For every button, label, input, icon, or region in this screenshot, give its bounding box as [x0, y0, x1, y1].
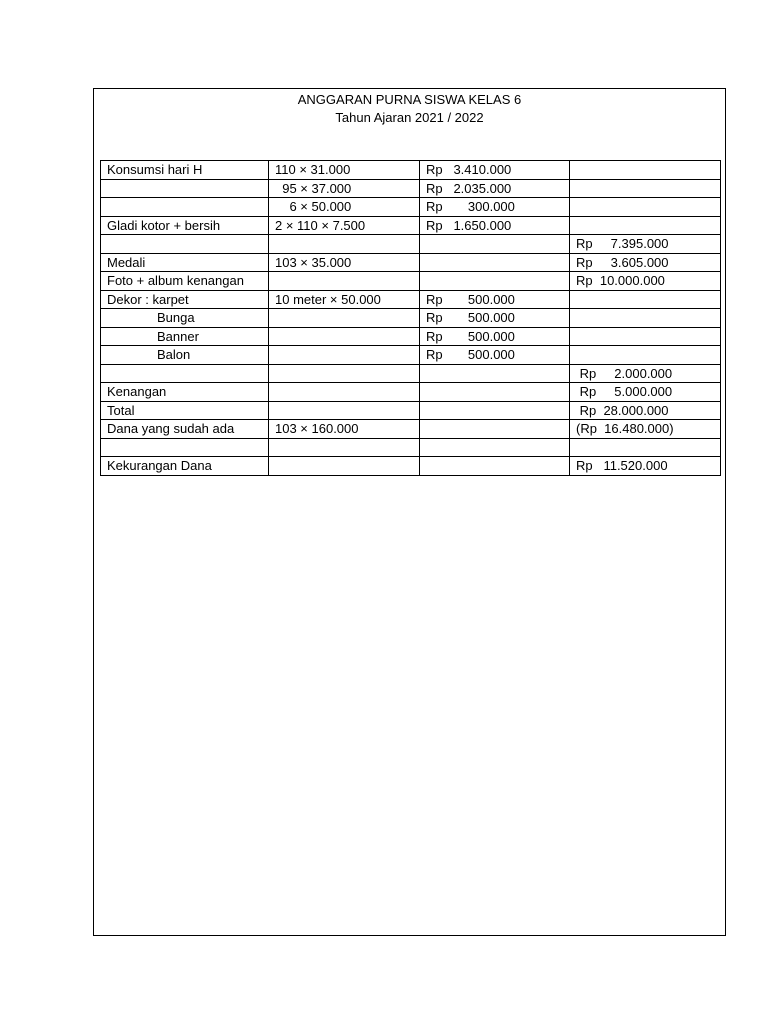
amount-cell: Rp 500.000 [420, 327, 570, 346]
item-cell: Konsumsi hari H [101, 161, 269, 180]
table-row [101, 457, 721, 476]
calc-cell: 2 × 110 × 7.500 [269, 216, 420, 235]
table-row [101, 216, 721, 235]
table-row [101, 309, 721, 328]
total-cell: Rp 10.000.000 [570, 272, 721, 291]
document-page [93, 88, 726, 936]
amount-cell [420, 253, 570, 272]
table-row [101, 327, 721, 346]
total-cell: Rp 28.000.000 [570, 401, 721, 420]
item-cell: Dana yang sudah ada [101, 420, 269, 439]
total-cell [570, 327, 721, 346]
item-cell [101, 438, 269, 457]
document-subtitle: Tahun Ajaran 2021 / 2022 [335, 110, 484, 125]
calc-cell: 6 × 50.000 [269, 198, 420, 217]
total-cell: Rp 7.395.000 [570, 235, 721, 254]
item-cell [101, 235, 269, 254]
amount-cell: Rp 500.000 [420, 309, 570, 328]
item-cell: Foto + album kenangan [101, 272, 269, 291]
calc-cell [269, 383, 420, 402]
item-cell: Dekor : karpet [101, 290, 269, 309]
total-cell: Rp 3.605.000 [570, 253, 721, 272]
table-row [101, 383, 721, 402]
calc-cell [269, 401, 420, 420]
table-row [101, 401, 721, 420]
total-cell [570, 309, 721, 328]
item-cell: Gladi kotor + bersih [101, 216, 269, 235]
calc-cell: 103 × 35.000 [269, 253, 420, 272]
amount-cell [420, 401, 570, 420]
amount-cell [420, 457, 570, 476]
amount-cell: Rp 500.000 [420, 346, 570, 365]
item-cell: Kekurangan Dana [101, 457, 269, 476]
amount-cell [420, 364, 570, 383]
item-cell: Bunga [101, 309, 269, 328]
amount-cell: Rp 3.410.000 [420, 161, 570, 180]
total-cell [570, 198, 721, 217]
table-row [101, 179, 721, 198]
table-row [101, 346, 721, 365]
amount-cell: Rp 500.000 [420, 290, 570, 309]
total-cell [570, 216, 721, 235]
total-cell [570, 161, 721, 180]
item-cell: Medali [101, 253, 269, 272]
total-cell: (Rp 16.480.000) [570, 420, 721, 439]
calc-cell [269, 235, 420, 254]
amount-cell: Rp 2.035.000 [420, 179, 570, 198]
table-row [101, 235, 721, 254]
amount-cell: Rp 1.650.000 [420, 216, 570, 235]
table-row [101, 364, 721, 383]
item-cell [101, 198, 269, 217]
calc-cell: 95 × 37.000 [269, 179, 420, 198]
table-row [101, 198, 721, 217]
table-row [101, 161, 721, 180]
total-cell [570, 346, 721, 365]
table-row [101, 272, 721, 291]
calc-cell: 110 × 31.000 [269, 161, 420, 180]
total-cell [570, 438, 721, 457]
item-cell [101, 179, 269, 198]
document-header [94, 91, 725, 127]
amount-cell [420, 272, 570, 291]
amount-cell [420, 438, 570, 457]
table-row [101, 253, 721, 272]
calc-cell [269, 438, 420, 457]
calc-cell [269, 346, 420, 365]
table-row [101, 420, 721, 439]
document-title: ANGGARAN PURNA SISWA KELAS 6 [297, 92, 522, 107]
calc-cell [269, 272, 420, 291]
item-cell: Total [101, 401, 269, 420]
calc-cell [269, 364, 420, 383]
total-cell: Rp 5.000.000 [570, 383, 721, 402]
table-row [101, 290, 721, 309]
item-cell: Banner [101, 327, 269, 346]
calc-cell [269, 457, 420, 476]
calc-cell [269, 309, 420, 328]
budget-table [100, 160, 721, 476]
calc-cell: 10 meter × 50.000 [269, 290, 420, 309]
calc-cell: 103 × 160.000 [269, 420, 420, 439]
item-cell [101, 364, 269, 383]
amount-cell [420, 383, 570, 402]
item-cell: Kenangan [101, 383, 269, 402]
total-cell: Rp 11.520.000 [570, 457, 721, 476]
total-cell [570, 179, 721, 198]
total-cell [570, 290, 721, 309]
item-cell: Balon [101, 346, 269, 365]
calc-cell [269, 327, 420, 346]
table-row [101, 438, 721, 457]
amount-cell: Rp 300.000 [420, 198, 570, 217]
amount-cell [420, 420, 570, 439]
total-cell: Rp 2.000.000 [570, 364, 721, 383]
amount-cell [420, 235, 570, 254]
